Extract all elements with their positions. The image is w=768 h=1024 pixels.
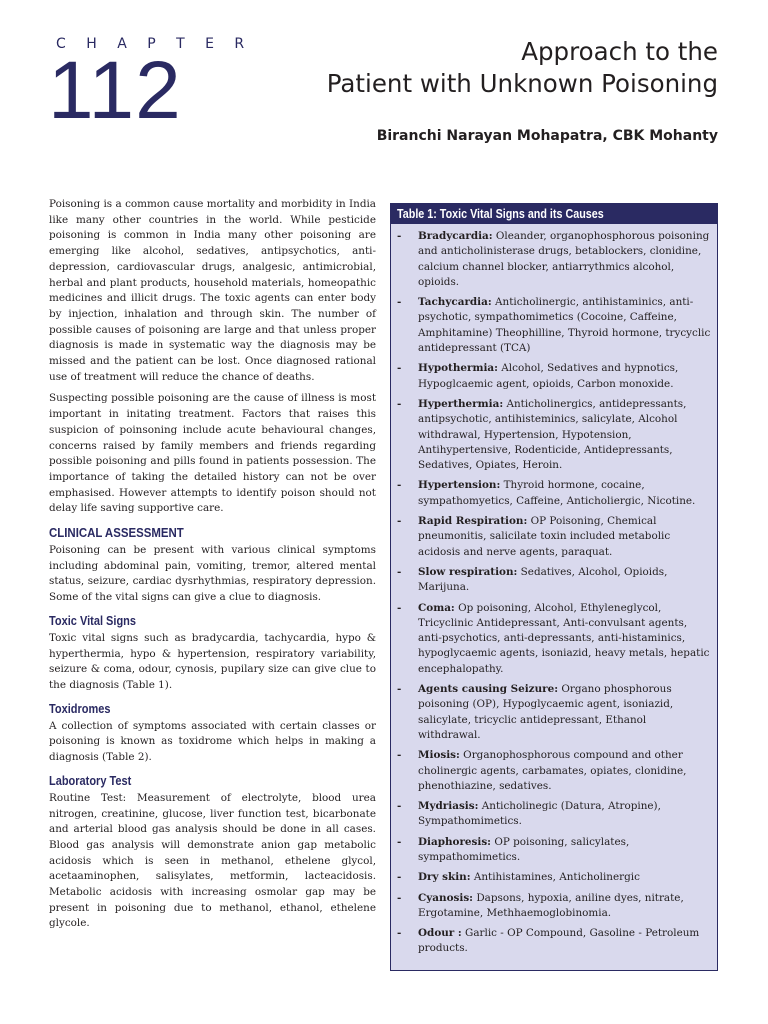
table-1-list: [391, 224, 717, 957]
table-1-title: [391, 204, 717, 224]
item-description: Dapsons, hypoxia, aniline dyes, nitrate, Ergotamine, Methhaemoglobinomia.: [418, 891, 684, 919]
item-term: Dry skin:: [418, 871, 471, 884]
item-term: Tachycardia:: [418, 296, 492, 309]
bullet-dash: -: [397, 296, 402, 309]
intro-paragraph-2: Suspecting possible poisoning are the cause of illness is most important in initating treatment. Factors that raises this suspicion of poinsoning include acute behavioural changes, concerns raised by family members and friends regarding possible poisoning and pills found in patients possession. The importance of taking the detailed history can not be over emphasised. However attempts to identify poison should not delay life saving supportive care.: [49, 392, 376, 515]
item-term: Bradycardia:: [418, 230, 493, 242]
item-description: Anticholinergic, antihistaminics, anti-psychotic, sympathomimetics (Cocoine, Caffeine, Amphitamine) Theophilline, Thyroid hormone, trycyclic antidepressant (TCA): [418, 296, 711, 355]
table-1-item: [397, 361, 711, 392]
bullet-dash: -: [397, 565, 402, 578]
item-description: Anticholinergics, antidepressants, antipsychotic, antihisteminics, salicylate, Alcohol withdrawal, Hypertension, Hypotension, Antihypertensive, Rodenticide, Antidepressants, Sedatives, Opiates, Heroin.: [418, 397, 687, 472]
item-term: Coma:: [418, 601, 455, 614]
bullet-dash: -: [397, 927, 402, 940]
toxidromes-paragraph: A collection of symptoms associated with certain classes or poisoning is known as toxidrome which helps in making a diagnosis (Table 2).: [49, 719, 376, 764]
bullet-dash: -: [397, 601, 402, 614]
item-term: Odour :: [418, 927, 462, 940]
item-term: Rapid Respiration:: [418, 515, 528, 528]
bullet-dash: -: [397, 479, 402, 492]
bullet-dash: -: [397, 515, 402, 528]
bullet-dash: -: [397, 397, 402, 410]
chapter-number: 112: [48, 45, 182, 136]
table-1-box: [390, 203, 718, 971]
item-term: Hypertension:: [418, 479, 501, 492]
item-description: Thyroid hormone, cocaine, sympathomyetics, Caffeine, Anticholiergic, Nicotine.: [418, 479, 696, 507]
table-1-item: [397, 799, 711, 830]
item-description: OP poisoning, salicylates, sympathomimetics.: [418, 835, 630, 863]
item-term: Slow respiration:: [418, 565, 518, 578]
item-term: Diaphoresis:: [418, 835, 492, 848]
chapter-title-line-2: Patient with Unknown Poisoning: [326, 69, 718, 98]
toxic-vital-signs-heading: Toxic Vital Signs: [49, 613, 137, 628]
bullet-dash: -: [397, 800, 402, 813]
bullet-dash: -: [397, 362, 402, 375]
laboratory-test-heading: Laboratory Test: [49, 773, 132, 788]
table-1-item: [397, 601, 711, 677]
item-term: Hypothermia:: [418, 362, 498, 375]
toxidromes-heading: Toxidromes: [49, 701, 111, 716]
toxic-vital-signs-paragraph: Toxic vital signs such as bradycardia, tachycardia, hypo & hyperthermia, hypo & hypertension, respiratory variability, seizure & coma, odour, cynosis, pupilary size can give clue to the diagnosis (Table 1).: [49, 631, 376, 691]
table-1-item: [397, 478, 711, 509]
item-description: OP Poisoning, Chemical pneumonitis, salicilate toxin included metabolic acidosis and nerve agents, paraquat.: [418, 515, 671, 558]
item-description: Antihistamines, Anticholinergic: [470, 871, 640, 884]
table-1-item: [397, 748, 711, 794]
intro-paragraph-1: Poisoning is a common cause mortality and morbidity in India like many other countries in the world. While pesticide poisoning is common in India many other poisoning are emerging like alcohol, sedatives, antipsychotics, anti-depression, cardiovascular drugs, analgesic, antimicrobial, herbal and plant products, household materials, homeopathic medicines and illicit drugs. The toxic agents can enter body by injection, inhalation and through skin. The number of possible causes of poisoning are large and that unless proper diagnosis is made in systematic way the diagnosis may be missed and the patient can be lost. Once diagnosed rational use of treatment will reduce the chance of deaths.: [49, 198, 376, 383]
bullet-dash: -: [397, 683, 402, 696]
chapter-title: [327, 36, 718, 100]
item-description: Alcohol, Sedatives and hypnotics, Hypoglcaemic agent, opioids, Carbon monoxide.: [418, 362, 679, 390]
bullet-dash: -: [397, 749, 402, 762]
table-1-item: [397, 295, 711, 356]
table-1-item: [397, 229, 711, 290]
table-1-item: [397, 870, 711, 885]
table-1-title-text: Table 1: Toxic Vital Signs and its Causes: [397, 207, 604, 221]
bullet-dash: -: [397, 230, 402, 242]
table-1-item: [397, 835, 711, 866]
item-description: Organophosphorous compound and other cholinergic agents, carbamates, opiates, clonidine, phenothiazine, sedatives.: [418, 749, 687, 792]
table-1-item: [397, 682, 711, 743]
item-description: Op poisoning, Alcohol, Ethyleneglycol, Tricyclinic Antidepressant, Anti-convulsant agents, anti-psychotics, anti-depressants, anti-histaminics, hypoglycaemic agents, isoniazid, heavy metals, hepatic encephalopathy.: [418, 601, 710, 675]
table-1-item: [397, 397, 711, 473]
chapter-title-line-1: Approach to the: [521, 37, 718, 66]
main-text-column: [49, 197, 376, 938]
clinical-assessment-paragraph: Poisoning can be present with various clinical symptoms including abdominal pain, vomiting, tremor, altered mental status, seizure, cardiac dysrhythmias, respiratory depression. Some of the vital signs can give a clue to diagnosis.: [49, 544, 376, 604]
authors: Biranchi Narayan Mohapatra, CBK Mohanty: [376, 128, 718, 144]
item-term: Cyanosis:: [418, 891, 474, 904]
table-1-item: [397, 891, 711, 922]
item-term: Mydriasis:: [418, 800, 479, 813]
laboratory-test-paragraph: Routine Test: Measurement of electrolyte, blood urea nitrogen, creatinine, glucose, liver function test, bicarbonate and arterial blood gas analysis should be done in all cases. Blood gas analysis will demonstrate anion gap metabolic acidosis which is seen in methanol, ethelene glycol, acetaaminophen, salisylates, metformin, lacteacidosis. Metabolic acidosis with increasing osmolar gap may be present in poisoning due to methanol, ethanol, ethelene glycole.: [49, 791, 376, 930]
table-1-item: [397, 565, 711, 596]
item-description: Organo phosphorous poisoning (OP), Hypoglycaemic agent, isoniazid, salicylate, tricyclic antidepressant, Ethanol withdrawal.: [418, 683, 674, 741]
item-term: Hyperthermia:: [418, 397, 504, 410]
bullet-dash: -: [397, 871, 402, 884]
item-description: Garlic - OP Compound, Gasoline - Petroleum products.: [418, 927, 700, 955]
chapter-label: C H A P T E R: [56, 36, 253, 52]
item-description: Anticholinegic (Datura, Atropine), Sympathomimetics.: [418, 800, 661, 828]
item-description: Sedatives, Alcohol, Opioids, Marijuna.: [418, 565, 668, 594]
item-term: Agents causing Seizure:: [418, 683, 559, 696]
clinical-assessment-heading: CLINICAL ASSESSMENT: [49, 525, 184, 541]
bullet-dash: -: [397, 835, 402, 848]
item-description: Oleander, organophosphorous poisoning and anticholinisterase drugs, betablockers, clonidine, calcium channel blocker, antiarrythmics alcohol, opioids.: [418, 230, 710, 288]
table-1-item: [397, 514, 711, 560]
bullet-dash: -: [397, 891, 402, 904]
item-term: Miosis:: [418, 749, 460, 762]
table-1-item: [397, 926, 711, 957]
